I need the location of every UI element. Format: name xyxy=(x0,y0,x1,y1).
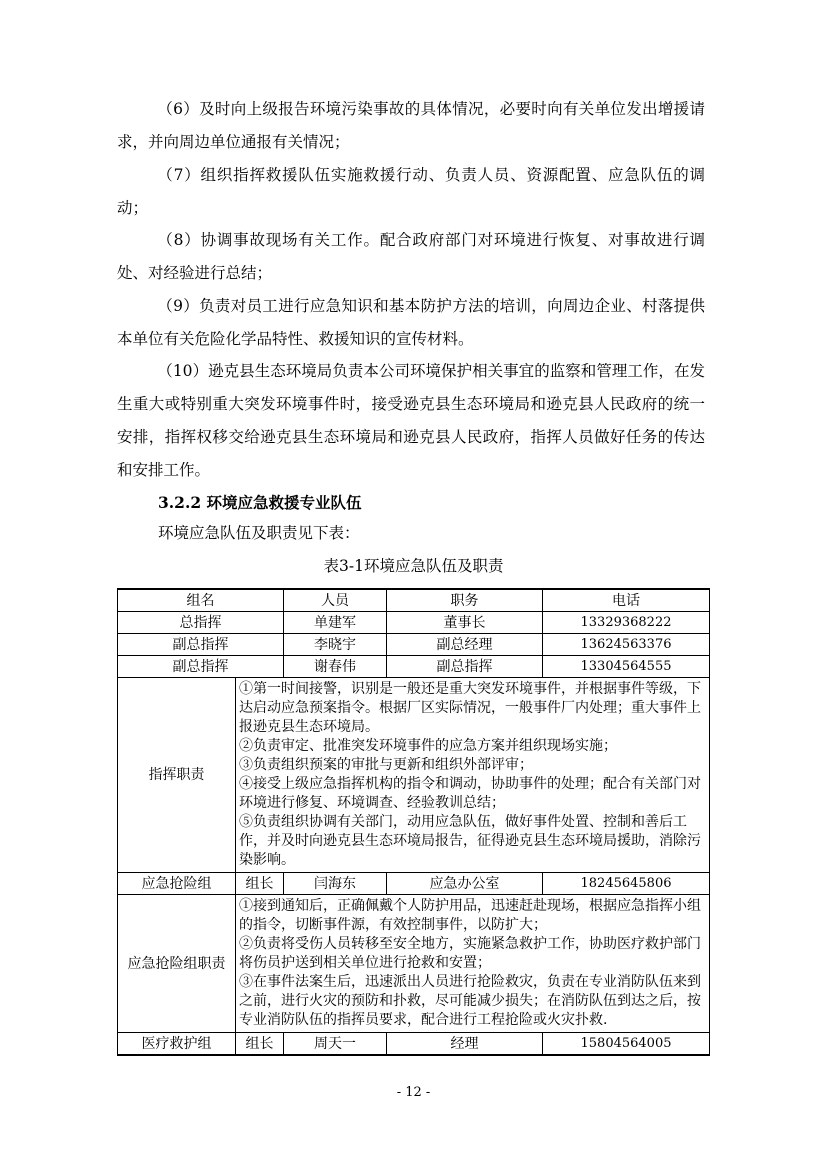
table-row xyxy=(118,1033,710,1056)
command-duty-row xyxy=(118,678,710,873)
rescue-duty-label: 应急抢险组职责 xyxy=(118,895,236,1033)
command-duty-label: 指挥职责 xyxy=(118,678,236,873)
rescue-duty-description xyxy=(236,895,710,1033)
paragraph-item-8: （8）协调事故现场有关工作。配合政府部门对环境进行恢复、对事故进行调处、对经验进行总结； xyxy=(117,231,705,282)
cell-group: 医疗救护组 xyxy=(118,1033,236,1056)
cell-group: 总指挥 xyxy=(118,612,284,634)
cell-person: 周天一 xyxy=(284,1033,387,1056)
intro-text: 环境应急队伍及职责见下表： xyxy=(158,524,360,542)
rescue-duty-row xyxy=(118,895,710,1033)
paragraph-item-9: （9）负责对员工进行应急知识和基本防护方法的培训，向周边企业、村落提供本单位有关危险化学品特性、救援知识的宣传材料。 xyxy=(117,297,705,348)
page-number: - 12 - xyxy=(396,1085,431,1100)
cell-position: 应急办公室 xyxy=(387,873,543,895)
table-row xyxy=(118,634,710,656)
cell-role: 组长 xyxy=(236,873,284,895)
header-group: 组名 xyxy=(118,589,284,612)
cell-person: 闫海东 xyxy=(284,873,387,895)
duty-line: ⑤负责组织协调有关部门，动用应急队伍，做好事件处置、控制和善后工作，并及时向逊克县生态环境局报告，征得逊克县生态环境局援助，消除污染影响。 xyxy=(239,814,701,868)
duty-line: ③在事件法案生后，迅速派出人员进行抢险救灾，负责在专业消防队伍来到之前，进行火灾的预防和扑救，尽可能减少损失；在消防队伍到达之后，按专业消防队伍的指挥员要求，配合进行工程抢险或火灾扑救. xyxy=(239,974,701,1028)
table-row xyxy=(118,873,710,895)
emergency-team-table xyxy=(117,588,710,1056)
cell-position: 副总指挥 xyxy=(387,656,543,678)
cell-phone: 13329368222 xyxy=(543,612,710,634)
cell-position: 副总经理 xyxy=(387,634,543,656)
section-heading: 3.2.2 环境应急救援专业队伍 xyxy=(158,493,362,512)
duty-line: ③负责组织预案的审批与更新和组织外部评审； xyxy=(239,757,533,773)
cell-person: 李晓宇 xyxy=(284,634,387,656)
header-position: 职务 xyxy=(387,589,543,612)
command-duty-description xyxy=(236,678,710,873)
header-phone: 电话 xyxy=(543,589,710,612)
cell-position: 经理 xyxy=(387,1033,543,1056)
cell-role: 组长 xyxy=(236,1033,284,1056)
cell-group: 副总指挥 xyxy=(118,656,284,678)
duty-line: ①接到通知后，正确佩戴个人防护用品，迅速赶赴现场，根据应急指挥小组的指令，切断事件源，有效控制事件，以防扩大； xyxy=(239,898,701,933)
duty-line: ②负责审定、批准突发环境事件的应急方案并组织现场实施； xyxy=(239,738,617,754)
paragraph-item-10: （10）逊克县生态环境局负责本公司环境保护相关事宜的监察和管理工作，在发生重大或特别重大突发环境事件时，接受逊克县生态环境局和逊克县人民政府的统一安排，指挥权移交给逊克县生态环境局和逊克县人民政府，指挥人员做好任务的传达和安排工作。 xyxy=(117,362,705,479)
cell-phone: 15804564005 xyxy=(543,1033,710,1056)
cell-phone: 13624563376 xyxy=(543,634,710,656)
table-caption: 表3-1环境应急队伍及职责 xyxy=(323,557,504,575)
cell-person: 单建军 xyxy=(284,612,387,634)
cell-person: 谢春伟 xyxy=(284,656,387,678)
duty-line: ②负责将受伤人员转移至安全地方，实施紧急救护工作，协助医疗救护部门将伤员护送到相关单位进行抢救和安置； xyxy=(239,936,701,971)
duty-line: ①第一时间接警，识别是一般还是重大突发环境事件，并根据事件等级，下达启动应急预案指令。根据厂区实际情况，一般事件厂内处理；重大事件上报逊克县生态环境局。 xyxy=(239,681,701,735)
table-row xyxy=(118,612,710,634)
duty-line: ④接受上级应急指挥机构的指令和调动，协助事件的处理；配合有关部门对环境进行修复、环境调查、经验教训总结； xyxy=(239,776,701,811)
cell-phone: 18245645806 xyxy=(543,873,710,895)
paragraph-item-7: （7）组织指挥救援队伍实施救援行动、负责人员、资源配置、应急队伍的调动； xyxy=(117,166,705,217)
cell-group: 应急抢险组 xyxy=(118,873,236,895)
cell-phone: 13304564555 xyxy=(543,656,710,678)
cell-position: 董事长 xyxy=(387,612,543,634)
paragraph-item-6: （6）及时向上级报告环境污染事故的具体情况，必要时向有关单位发出增援请求，并向周边单位通报有关情况； xyxy=(117,100,705,151)
header-person: 人员 xyxy=(284,589,387,612)
table-header-row xyxy=(118,589,710,612)
table-row xyxy=(118,656,710,678)
cell-group: 副总指挥 xyxy=(118,634,284,656)
